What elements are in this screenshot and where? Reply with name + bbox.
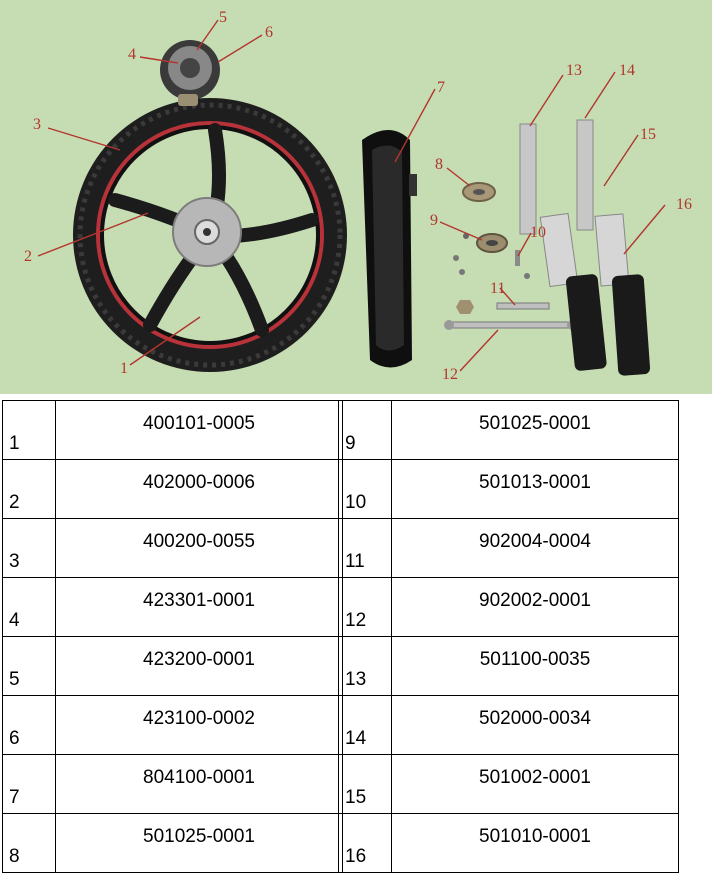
part-number: 4 xyxy=(3,578,56,637)
table-row xyxy=(339,814,679,873)
part-number: 9 xyxy=(339,401,392,460)
callout-9: 9 xyxy=(430,212,438,229)
table-row xyxy=(339,578,679,637)
callout-1: 1 xyxy=(120,360,128,377)
parts-illustration xyxy=(0,0,712,394)
part-number: 7 xyxy=(3,755,56,814)
wheel-assembly xyxy=(73,98,347,372)
callout-15: 15 xyxy=(640,126,656,143)
callout-5: 5 xyxy=(219,9,227,26)
part-number: 12 xyxy=(339,578,392,637)
table-row xyxy=(3,519,343,578)
callout-14: 14 xyxy=(619,62,635,79)
callout-4: 4 xyxy=(128,46,136,63)
part-number: 5 xyxy=(3,637,56,696)
part-number: 10 xyxy=(339,460,392,519)
part-code: 502000-0034 xyxy=(392,696,679,755)
part-number: 8 xyxy=(3,814,56,873)
part-code: 501025-0001 xyxy=(56,814,343,873)
part-code: 804100-0001 xyxy=(56,755,343,814)
callout-6: 6 xyxy=(265,24,273,41)
table-row xyxy=(339,755,679,814)
callout-13: 13 xyxy=(566,62,582,79)
part-code: 400200-0055 xyxy=(56,519,343,578)
part-code: 423100-0002 xyxy=(56,696,343,755)
part-number: 3 xyxy=(3,519,56,578)
part-code: 501002-0001 xyxy=(392,755,679,814)
table-row xyxy=(3,755,343,814)
callout-3: 3 xyxy=(33,116,41,133)
part-code: 402000-0006 xyxy=(56,460,343,519)
table-row xyxy=(3,460,343,519)
table-row xyxy=(3,578,343,637)
callout-7: 7 xyxy=(437,79,445,96)
front-forks xyxy=(520,120,650,376)
table-row xyxy=(339,637,679,696)
part-code: 501025-0001 xyxy=(392,401,679,460)
fender xyxy=(362,130,417,368)
part-code: 501100-0035 xyxy=(392,637,679,696)
part-code: 501013-0001 xyxy=(392,460,679,519)
table-row xyxy=(339,460,679,519)
part-number: 11 xyxy=(339,519,392,578)
part-number: 1 xyxy=(3,401,56,460)
table-row xyxy=(3,814,343,873)
table-row xyxy=(3,401,343,460)
callout-11: 11 xyxy=(490,280,506,297)
parts-table-left xyxy=(2,400,343,873)
table-row xyxy=(3,637,343,696)
callout-12: 12 xyxy=(442,366,458,383)
table-row xyxy=(339,401,679,460)
callout-8: 8 xyxy=(435,156,443,173)
callout-2: 2 xyxy=(24,248,32,265)
part-code: 501010-0001 xyxy=(392,814,679,873)
parts-photo xyxy=(0,0,712,394)
brake-plate xyxy=(160,40,220,106)
part-code: 423301-0001 xyxy=(56,578,343,637)
callout-10: 10 xyxy=(530,224,546,241)
part-number: 14 xyxy=(339,696,392,755)
part-code: 400101-0005 xyxy=(56,401,343,460)
table-row xyxy=(3,696,343,755)
part-number: 2 xyxy=(3,460,56,519)
table-row xyxy=(339,696,679,755)
part-code: 902004-0004 xyxy=(392,519,679,578)
table-row xyxy=(339,519,679,578)
part-code: 902002-0001 xyxy=(392,578,679,637)
part-number: 16 xyxy=(339,814,392,873)
parts-table-right xyxy=(338,400,679,873)
callout-16: 16 xyxy=(676,196,692,213)
part-code: 423200-0001 xyxy=(56,637,343,696)
part-number: 13 xyxy=(339,637,392,696)
part-number: 15 xyxy=(339,755,392,814)
part-number: 6 xyxy=(3,696,56,755)
